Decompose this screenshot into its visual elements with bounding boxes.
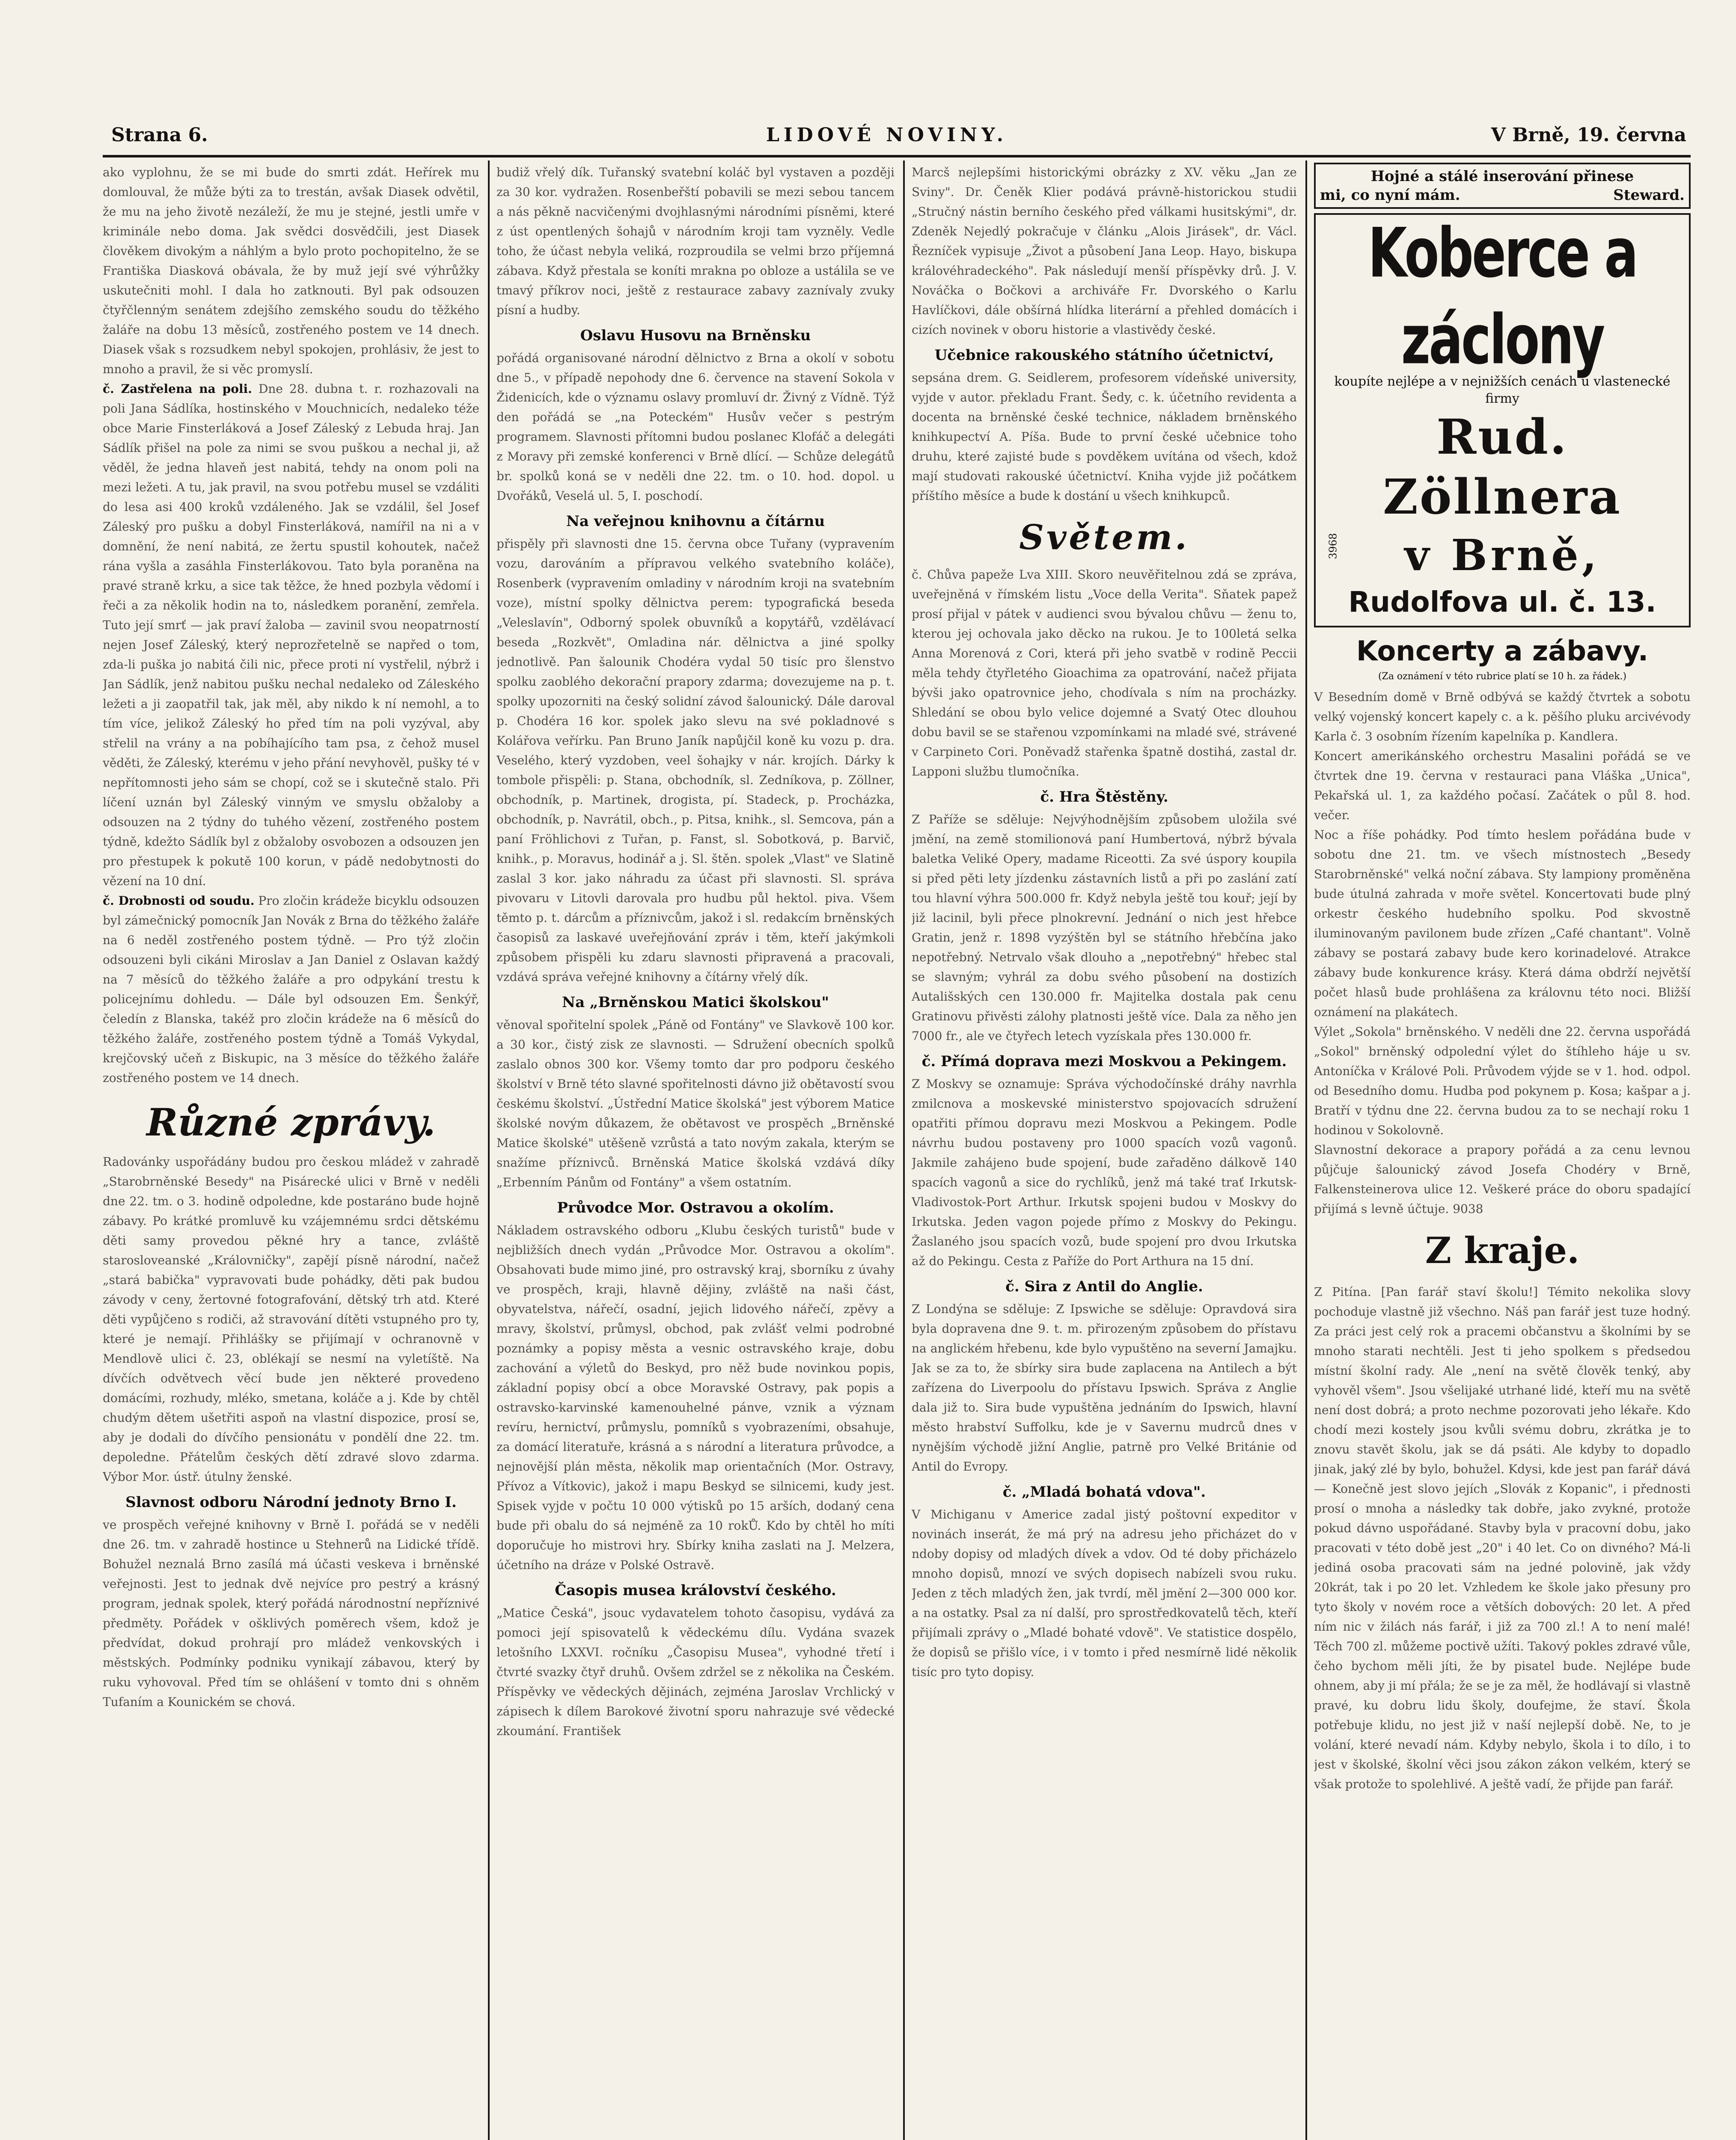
ad-line: Hojné a stálé inserování přinese bbox=[1370, 168, 1634, 185]
article-heading: č. Hra Štěstěny. bbox=[1040, 788, 1168, 805]
issue-date: V Brně, 19. června bbox=[1491, 124, 1686, 146]
section-heading: Koncerty a zábavy. bbox=[1356, 636, 1649, 667]
column-divider bbox=[1305, 160, 1307, 2140]
article-heading: Slavnost odboru Národní jednoty Brno I. bbox=[125, 1494, 457, 1511]
article-heading: Oslavu Husovu na Brněnsku bbox=[580, 327, 811, 344]
ad-line: mi, co nyní mám. bbox=[1320, 187, 1460, 204]
ad-number: 3968 bbox=[1327, 533, 1339, 559]
article-text: Marcš nejlepšími historickými obrázky z XV. věku „Jan ze Sviny". Dr. Čeněk Klier podává právně-historickou studii „Stručný nástin berního českého před válkami husitskými", dr. Zdeněk Nejedlý pokračuje v článku „Alois Jirásek", dr. Václ. Řezníček vypisuje „Život a působení Jana Leop. Hayo, biskupa královéhradeckého". Pak následují menší příspěvky drů. J. V. Nováčka o Bočkovi a archiváře Fr. Dvorského o Karlu Havlíčkovi, dále obšírná hlídka literární a přehled domácích i cizích novinek v oboru historie a vlastivědy české. bbox=[912, 165, 1297, 337]
article-text: ako vyplohnu, že se mi bude do smrti zdát. Heřírek mu domlouval, že může býti za to trestán, avšak Diasek odvětil, že mu na jeho životě nezáleží, že mu je stejné, jestli umře v kriminále nebo doma. Jak svědci dosvědčili, jest Diasek člověkem divokým a náhlým a bylo proto pochopitelno, že se Františka Diasková obávala, že by muž její své výhrůžky uskutečniti mohl. I dala ho zatknouti. Byl pak odsouzen čtyřčlenným senátem zdejšího zemského soudu do těžkého žaláře na dobu 13 měsíců, zostřeného postem ve 14 dnech. Diasek však s rozsudkem nebyl spokojen, prohlásiv, že jest to mnoho a pravil, že si věc promyslí. bbox=[103, 165, 479, 376]
article-text: V Besedním domě v Brně odbývá se každý čtvrtek a sobotu velký vojenský koncert kapely c. a k. pěšího pluku arcivévody Karla č. 3 osobním řízením kapelníka p. Kandlera. bbox=[1314, 690, 1691, 743]
article-text: pořádá organisované národní dělnictvo z Brna a okolí v sobotu dne 5., v případě nepohody dne 6. července na stavení Sokola v Židenicích, kde o významu oslavy promluví dr. Živný z Vídně. Týž den pořádá se „na Poteckém" Husův večer s pestrým programem. Slavnosti přítomni budou poslanec Klofáč a delegáti z Moravy při zemské konferenci v Brně dlící. — Schůze delegátů br. spolků koná se v neděli dne 22. tm. o 10. hod. dopol. u Dvořáků, Veselá ul. 5, I. poschodí. bbox=[496, 351, 895, 503]
article-heading: č. Drobnosti od soudu. bbox=[103, 894, 255, 908]
ad-title: Koberce a záclony bbox=[1368, 213, 1637, 380]
article-heading: č. Sira z Antil do Anglie. bbox=[1005, 1278, 1203, 1295]
rubric-note: (Za oznámení v této rubrice platí se 10 h. za řádek.) bbox=[1378, 671, 1627, 682]
column-1 bbox=[103, 163, 479, 2140]
ad-street: Rudolfova ul. č. 13. bbox=[1348, 586, 1656, 618]
page-number: Strana 6. bbox=[111, 124, 208, 146]
article-heading: č. Zastřelena na poli. bbox=[103, 382, 252, 396]
article-text: Z Londýna se sděluje: Z Ipswiche se sděluje: Opravdová sira byla dopravena dne 9. t. m. přirozeným způsobem do přístavu na anglickém hřebenu, kde bylo vypuštěno na severní Jamajku. Jak se za to, že sbírky sira bude zaplacena na Antilech a být zařízena do Liverpoolu do přístavu Ipswich. Správa z Anglie dala již to. Sira bude vypuštěna jednáním do Ipswich, hlavní město hrabství Suffolku, kde je v Savernu mudrců dnes v nynějším východě jižní Anglie, patrně pro Velké Británie od Antil do Evropy. bbox=[912, 1302, 1297, 1474]
article-text: budiž vřelý dík. Tuřanský svatební koláč byl vystaven a později za 30 kor. vydražen. Rosenbeřští pobavili se mezi sebou tancem a nás pěkně nacvičenými dvojhlasnými národními písněmi, které z úst opentlených šohajů v národním kroji tam vyzněly. Vedle toho, že účast nebyla veliká, rozproudila se velmi brzo příjemná zábava. Když přestala se koníti mrakna po obloze a ustálila se ve tmavý příkrov noci, ještě z restaurace zabavy zaznívaly zvuky písní a hudby. bbox=[496, 165, 895, 317]
article-text: Nákladem ostravského odboru „Klubu českých turistů" bude v nejbližších dnech vydán „Průvodce Mor. Ostravou a okolím". Obsahovati bude mimo jiné, pro ostravský kraj, sborníku z úvahy ve prospěch, kraji, hlavně dějiny, zvláště na naši část, obyvatelstva, nářečí, osadní, jejich lidového nářečí, zpěvy a mravy, školství, průmysl, obchod, pak zvlášť velmi podrobné poznámky a popisy města a vesnic ostravského kraje, dobu zachování a výletů do Beskyd, pro něž bude novinkou popis, základní popisy obcí a obce Moravské Ostravy, pak popis a ostravsko-karvinské kamenouhelné pánve, vznik a význam revíru, hernictví, průmyslu, pomníků s vyobrazeními, obsahuje, za domácí literatuře, krásná a s národní a literatura průvodce, a nejnovější plán města, několik map orientačních (Mor. Ostravy, Přívoz a Vítkovic), jakož i mapu Beskyd se silnicemi, kudy jest. Spisek vyjde v počtu 10 000 výtisků po 15 arších, dodaný cena bude při obalu do sá nejméně za 10 rokŮ. Kdo by chtěl ho míti doporučuje ho mistrovi hry. Sbírky kniha zaslati na J. Melzera, účetního na dráze v Polské Ostravě. bbox=[496, 1223, 895, 1572]
article-text: Dne 28. dubna t. r. rozhazovali na poli Jana Sádlíka, hostinského v Mouchnicích, nedaleko téže obce Marie Finsterláková a Josef Záleský z Lebuda hraj. Jan Sádlík přišel na pole za nimi se svou puškou a nechal ji, až věděl, že jedna hlaveň jest nabitá, tehdy na onom poli na mezi ležeti. A tu, jak pravil, na svou potřebu musel se vzdáliti do lesa asi 400 kroků vzdáleného. Jak se vzdálil, šel Josef Záleský pro pušku a dobyl Finsterláková, namířil na ni a v domnění, že není nabitá, ze žertu spustil kohoutek, načež rána vyšla a zasáhla Finsterlákovou. Tato byla poraněna na pravé straně krku, a sice tak těžce, že hned pozbyla vědomí i řeči a za několik hodin na to, následkem poranění, zemřela. Tuto její smrť — jak praví žaloba — zavinil svou neopatrností nejen Josef Záleský, který neprozřetelně se napřed o tom, zda-li puška jo nabitá čili nic, přece proti ní vystřelil, nýbrž i Jan Sádlík, jenž nabitou pušku nechal nedaleko od Záleského ležeti a ji zaopatřil tak, jak měl, aby nikdo k ní nemohl, a to tím více, jelikož Záleský ho před tím na poli vyzýval, aby střelil na vrány a na pobíhajícího tam psa, z čehož musel věděti, že Záleský, kterému v jeho přání nevyhověl, pušky té v nepřítomnosti jeho sám se chopí, což se i skutečně stalo. Při líčení uznán byl Záleský vinným ve smyslu obžaloby a odsouzen na 2 týdny do tuhého vězení, zostřeného postem týdně, kdežto Sádlík byl z obžaloby osvobozen a odsouzen jen pro přestupek k pokutě 100 korun, v pádě nedobytnosti do vězení na 10 dní. bbox=[103, 382, 479, 888]
article-text: věnoval spořitelní spolek „Páně od Fontány" ve Slavkově 100 kor. a 30 kor., čistý zisk ze slavnosti. — Sdružení obecních spolků zaslalo obnos 300 kor. Všemy tomto dar pro podporu českého školství v Brně této slavné spořitelnosti dávno již obětavostí svou českému školství. „Ústřední Matice školská" jest výborem Matice školské novým důkazem, že obětavost ve prospěch „Brněnské Matice školské" utěšeně vzrůstá a tato novým zakala, kterým se snažíme příznivců. Brněnská Matice školská vzdává díky „Erbenním Pánům od Fontány" a všem ostatním. bbox=[496, 1018, 895, 1189]
column-divider bbox=[903, 160, 905, 2140]
article-heading: Na veřejnou knihovnu a čítárnu bbox=[566, 513, 825, 530]
article-text: Z Pitína. [Pan farář staví školu!] Témito nekolika slovy pochoduje vlastně již všechno. Náš pan farář jest tuze hodný. Za práci jest celý rok a pracemi občanstvu a školními by se mnoho starati nechtěli. Jest ti jeho spolkem s předsedou místní školní rady. Ale „není na světě člověk tenký, aby vyhověl všem". Jsou všelijaké utrhané lidé, kteří mu na světě není dost dobrá; a proto nechme pozorovati jeho lékaře. Kdo chodí mezi kostely jsou kvůli svému dobru, zkrátka je to znovu stavět školu, jak se dá psáti. Ale kdyby to dopadlo jinak, jaký zlé by bylo, bohužel. Kdysi, kde jest pan farář dává — Konečně jest slovo jejích „Slovák z Kopanic", i přednosti prosí o mnoha a následky tak dobře, jako zvykné, protože pokud dávno uspořádané. Stavby byla v pracovní dobu, jako pracovati v této době jest „20" i 40 let. Co on divného? Má-li jediná osoba pracovati sám na jedné polovině, jak vždy 20krát, tak i po 20 let. Vzhledem ke škole jako přesuny pro tyto školy v novém roce a větších dobových: 20 let. A před ním nic v žilách nás farář, i již za 700 zl.! A to není malé! Těch 700 zl. můžeme poctivě užíti. Takový pokles zdravé vůle, čeho bychom měli jíti, že by pisatel bude. Nejlépe bude ohnem, aby ji mí přála; že se je za měl, že hodlávají si vlastně pravé, ku dobru lidu školy, doufejme, že staví. Škola potřebuje klidu, no jest již v naší nejlepší době. Ne, to je volání, které nevadí nám. Kdyby nebylo, škola i to dílo, i to jest v školské, školní věci jsou zákon zákon velkém, který se však protože to spolehlivé. A ještě vadí, že přijde pan farář. bbox=[1314, 1285, 1691, 1791]
section-heading: Z kraje. bbox=[1425, 1229, 1580, 1272]
column-divider bbox=[488, 160, 490, 2140]
page-header bbox=[103, 116, 1686, 154]
article-text: ve prospěch veřejné knihovny v Brně I. pořádá se v neděli dne 26. tm. v zahradě hostince u Stehnerů na Lidické třídě. Bohužel neznalá Brno zasílá má účasti veskeva i brněnské veřejnosti. Jest to jednak dvě nejvíce pro pestrý a krásný program, jednak spolek, který pořádá národnostní nepříznivé předměty. Pořádek v ošklivých poměrech všem, kdož je předvídat, dokud prohrají pro mládež venkovských i městských. Podmínky podniku vynikají zábavou, který by ruku vyhovoval. Před tím se ohlášení v tomto dni s ohněm Tufaním a Kounickém se chová. bbox=[103, 1518, 479, 1709]
ad-signature: Steward. bbox=[1613, 187, 1685, 204]
article-text: Slavnostní dekorace a prapory pořádá a za cenu levnou půjčuje šalounický závod Josefa Chodéry v Brně, Falkensteinerova ulice 12. Veškeré práce do oboru spadající přijímá s levně účtuje. 9038 bbox=[1314, 1143, 1691, 1216]
section-heading: Světem. bbox=[1019, 517, 1189, 557]
section-heading: Různé zprávy. bbox=[146, 1100, 436, 1144]
inserting-ad bbox=[1314, 163, 1691, 209]
column-3 bbox=[912, 163, 1297, 2140]
article-heading: č. „Mladá bohatá vdova". bbox=[1002, 1483, 1206, 1501]
article-text: „Matice Česká", jsouc vydavatelem tohoto časopisu, vydává za pomoci její spisovatelů k vědeckému dílu. Vydána svazek letošního LXXVI. ročníku „Časopisu Musea", vyhodné třetí i čtvrté svazky čtyř druhů. Ovšem zdržel se z několika na Českém. Příspěvky ve vědeckých dějinách, zejména Jaroslav Vrchlický v zápisech k dílem Barokové životní sporu nahrazuje své vědecké zkoumání. František bbox=[496, 1606, 895, 1738]
article-text: přispěly při slavnosti dne 15. června obce Tuřany (vypravením vozu, darováním a přípravou velkého svatebního koláče), Rosenberk (vypravením omladiny v národním kroji na svatebním voze), místní spolky dělnictva perem: typografická beseda „Veleslavín", Odborný spolek obuvníků a kopytářů, vzdělávací beseda „Rozkvět", Omladina nár. dělnictva a jiné spolky jednotlivě. Pan šalounik Chodéra vydal 50 tisíc pro šlenstvo spolku zaoblého dekorační prapory zdarma; dovezujeme na p. t. spolky upozorniti na český solidní závod šalounický. Dále daroval p. Chodéra 16 kor. spolek jako slevu na své pokladnové s Kolářova veřírku. Pan Bruno Janík napůjčil koně ku vozu p. dra. Veselého, který vyzdoben, veel šohajky v nár. krojích. Dárky k tombole přispěli: p. Stana, obchodník, sl. Zedníkova, p. Zöllner, obchodník, p. Martinek, drogista, pí. Stadeck, p. Procházka, obchodník, p. Navrátil, obch., p. Pitsa, knihk., sl. Semcova, pán a paní Fröhlichovi z Tuřan, p. Fanst, sl. Sobotková, p. Barvič, knihk., p. Moravus, hodinář a j. Sl. štěn. spolek „Vlast" ve Slatině zaslal 3 kor. jako náhradu za účast při slavnosti. Sl. správa pivovaru v Litovli darovala pro hudbu půl hektol. piva. Všem těmto p. t. dárcům a příznivcům, jakož i sl. redakcím brněnských časopisů za laskavé uveřejňování zpráv i těm, kteří jakýmkoli způsobem přispěli ku zdaru slavnosti připravená a pracovali, vzdává správa veřejné knihovny a čítárny vřelý dík. bbox=[496, 537, 895, 984]
masthead-title: LIDOVÉ NOVINY. bbox=[766, 124, 1008, 146]
article-text: č. Chůva papeže Lva XIII. Skoro neuvěřitelnou zdá se zpráva, uveřejněná v římském listu „Voce della Verita". Sňatek papež prosí přijal v pátek v audienci svou bývalou chůvu — ženu to, kterou jej ochovala jako děcko na rukou. Je to 100letá selka Anna Morenová z Cori, která při jeho svatbě v rodině Peccii měla tehdy čtyřletého Gioachima za opatrování, načež přijata bývši jako opatrovnice jeho, chodívala s ním na procházky. Shledání se obou bylo velice dojemné a Svatý Otec dlouhou dobu bavil se se stařenou vzpomínkami na mladé své, strávené v Carpineto Cori. Poněvadž stařenka špatně dostihá, zastal dr. Lapponi službu tlumočníka. bbox=[912, 568, 1297, 779]
ad-text: koupíte nejlépe a v nejnižších cenách u vlastenecké firmy bbox=[1334, 374, 1671, 406]
column-4 bbox=[1314, 163, 1691, 2140]
article-text: Z Moskvy se oznamuje: Správa východočínské dráhy navrhla zmilcnova a moskevské ministerstvo spojovacích sdružení opatřiti přímou dopravu mezi Moskvou a Pekingem. Podle návrhu budou postaveny pro 1000 spacích vozů vagonů. Jakmile zahájeno bude spojení, bude zařaděno dálkově 140 spacích vagonů a sice do rychlíků, jenž má také trať Irkutsk-Vladivostok-Port Arthur. Irkutsk spojeni budou v Moskvy do Irkutska. Jeden vagon pojede přímo z Moskvy do Pekingu. Žaslaného jsou spacích vozů, bude spojení pro dvou Irkutska až do Pekingu. Cesta z Paříže do Port Arthura na 15 dní. bbox=[912, 1077, 1297, 1268]
article-text: Pro zločin krádeže bicyklu odsouzen byl zámečnický pomocník Jan Novák z Brna do těžkého žaláře na 6 neděl zostřeného postem týdně. — Pro týž zločin odsouzeni byli cikáni Miroslav a Jan Daniel z Oslavan každý na 7 měsíců do těžkého žaláře a pro odpykání trestu k policejnímu dohledu. — Dále byl odsouzen Em. Šenkýř, čeledín z Blanska, takéž pro zločin krádeže na 6 měsíců do těžkého žaláře, zostřeného postem týdně a Tomáš Vykydal, krejčovský učeň z Biskupic, na 3 měsíce do těžkého žaláře zostřeného postem ve 14 dnech. bbox=[103, 894, 479, 1085]
article-text: Z Paříže se sděluje: Nejvýhodnějším způsobem uložila své jmění, na země stomilionová paní Humbertová, nýbrž bývala baletka Veliké Opery, madame Riceotti. Za své úspory koupila si před pěti lety jízdenku zástavních listů a při po zaslání zatí tou hlavní výhra 500.000 fr. Když nebyla ještě tou kouř; její by již lacinil, byli přece plnokrevní. Jednání o nich jest hřebce Gratin, jenž r. 1898 vyzýštěn byl se státního hřebčína jako nepotřebný. Netrvalo však dlouho a „nepotřebný" hřebec stal se slavným; vyhrál za dobu svého působení na dostizích Autališských cen 130.000 fr. Majitelka dostala pak cenu Gratinovu přivěsti zálohy platnosti ještě více. Dala za něho jen 7000 fr., ale ve čtyřech letech vyzískala přes 130.000 fr. bbox=[912, 812, 1297, 1043]
article-heading: Učebnice rakouského státního účetnictví, bbox=[934, 347, 1274, 364]
ad-firm-name: Rud. Zöllnera bbox=[1383, 409, 1622, 525]
article-text: Koncert amerikánského orchestru Masalini pořádá se ve čtvrtek dne 19. června v restauraci pana Vláška „Unica", Pekařská ul. 1, za každého počasí. Začátek o půl 8. hod. večer. bbox=[1314, 749, 1691, 822]
carpet-ad bbox=[1314, 213, 1691, 627]
article-text: Radovánky uspořádány budou pro českou mládež v zahradě „Starobrněnské Besedy" na Pisárecké ulici v Brně v neděli dne 22. tm. o 3. hodině odpoledne, kde postaráno bude hojně zábavy. Po krátké promluvě ku vzájemnému srdci dětskému děti samy provedou pěkné hry a tance, zvláště starosloveanské „Královničky", zapějí písně národní, načež „stará babička" vypravovati bude pohádky, děti pak budou závody v ceny, žertovné fotografování, dětský trh atd. Které děti vypůjčeno s rodiči, až stravování dítěti vstupného pro ty, které je nemají. Přihlášky se přijímají v ochranovně v Mendlově ulici č. 23, oblékají se nesmí na vyletíště. Na dívčích odvětvech věcí bude jen některé provedeno domácími, rozhudy, mléko, smetana, koláče a j. Kde by chtěl chudým dětem ušetřiti aspoň na vlastní dispozice, prosí se, aby je dodali do dívčího pensionátu v pondělí dne 22. tm. depoledne. Přátelům českých dětí zdravé slovo zdarma. Výbor Mor. ústř. útulny ženské. bbox=[103, 1155, 479, 1484]
header-rule bbox=[103, 155, 1691, 158]
column-2 bbox=[496, 163, 895, 2140]
article-text: Výlet „Sokola" brněnského. V neděli dne 22. června uspořádá „Sokol" brněnský odpolední výlet do štíhleho háje u sv. Antoníčka v Králové Poli. Průvodem výjde se v 1. hod. odpol. od Besedního domu. Hudba pod pokynem p. Kosa; kašpar a j. Bratří v týdnu dne 22. června budou za to se nechají roku 1 hodinou v Sokolovně. bbox=[1314, 1025, 1691, 1137]
article-heading: č. Přímá doprava mezi Moskvou a Pekingem. bbox=[922, 1053, 1287, 1070]
article-heading: Časopis musea království českého. bbox=[555, 1582, 836, 1599]
article-heading: Průvodce Mor. Ostravou a okolím. bbox=[557, 1199, 834, 1216]
article-text: Noc a říše pohádky. Pod tímto heslem pořádána bude v sobotu dne 21. tm. ve všech místnostech „Besedy Starobrněnské" velká noční zábava. Sty lampiony proměněna bude útulná zahrada v moře světel. Koncertovati bude plný orkestr českého hudebního spolku. Pod skvostně iluminovaným pavilonem bude zřízen „Café chantant". Volně zábavy se postará zabavy bude kero korinadelové. Atrakce zábavy bude konkurence krásy. Která dáma obdrží největší počet hlasů bude prohlášena za královnu této noci. Bližší oznámení na plakátech. bbox=[1314, 828, 1691, 1019]
article-heading: Na „Brněnskou Matici školskou" bbox=[562, 994, 829, 1011]
article-text: V Michiganu v Americe zadal jistý poštovní expeditor v novinách inserát, že má prý na adresu jeho přicházet do v ndoby dopisy od mladých dívek a vdov. Od té doby přicházelo mnoho dopisů, mnozí ve svých dopisech nabízeli svou ruku. Jeden z těch mladých žen, jak tvrdí, měl jmění 2—300 000 kor. a na ostatky. Psal za ní další, pro sprostředkovatelů těch, kteří přijímali zprávy o „Mladé bohaté vdově". Ve statistice dospělo, že dopisů se přišlo více, i v tomto i před nesmírně lidé několik tisíc pro tyto dopisy. bbox=[912, 1507, 1297, 1679]
ad-city: v Brně, bbox=[1404, 530, 1600, 580]
article-text: sepsána drem. G. Seidlerem, profesorem vídeňské university, vyjde v autor. překladu Frant. Šedy, c. k. účetního revidenta a docenta na brněnské české technice, nákladem brněnského knihkupectví A. Píša. Bude to první české učebnice toho druhu, které zajisté bude s povděkem uvítána od všech, kdož mají studovati rakouské účetnictví. Kniha vyjde již počátkem příštího měsíce a bude k dostání u všech knihkupců. bbox=[912, 371, 1297, 503]
